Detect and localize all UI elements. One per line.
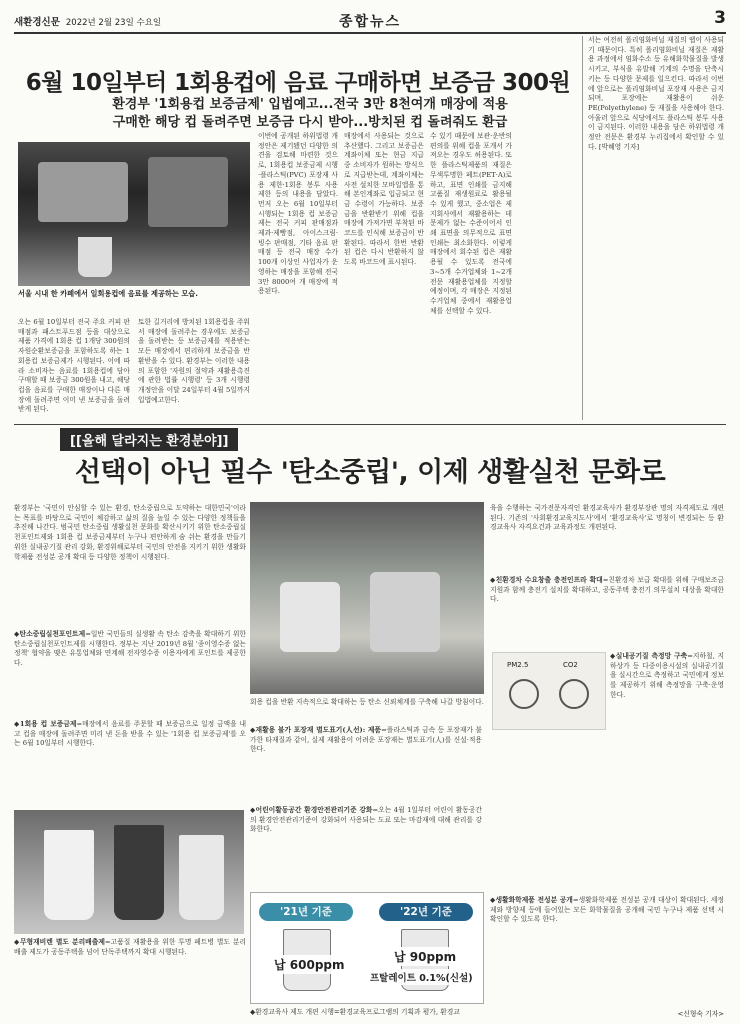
page-number: 3: [714, 8, 726, 28]
article2-right-intro: 육을 수행하는 국가전문자격인 환경교육사가 환경부장관 명의 자격제도로 개편된다. 기존의 '사회환경교육지도사'에서 '환경교육사'로 명칭이 변경되는 등 환경교육사 자격요건과 교육과정도 개편된다.: [490, 504, 724, 532]
article2-mid-section-1: ◆재활용 불가 포장재 별도표기(人선): 제품=플라스틱과 금속 등 포장재가 불가한 타재질과 같이, 실제 재활용이 어려운 포장재는 별도표기(人)를 신설·적용한다.: [250, 726, 482, 754]
article1-subhead: 환경부 '1회용컵 보증금제' 입법예고...전국 3만 8천여개 매장에 적용 구매한 해당 컵 돌려주면 보증금 다시 받아...방치된 컵 돌려줘도 환급: [112, 97, 508, 130]
label-2021: '21년 기준: [259, 903, 353, 921]
article1-col3: 이번에 공개된 하위법령 개정안은 제기됐던 다양한 의견을 검토해 마련한 것으로, 1회용컵 보증금제 시행·플라스틱(PVC) 포장재 사용 제한·1회용 봉투 사용 제한 등의 내용을 담았다. 먼저 오는 6월 10일부터 시행되는 1회용 컵 보증금제는 전국 커피 판매점과 제과·제빵점, 아이스크림·빙수 판매점, 기타 음료 판매점 등 전국 매장 수가 100개 이상인 사업자가 운영하는 매장을 포함해 전국 3만 8000여 개 매장에 적용된다.: [258, 132, 338, 296]
article2-mid-section-2: ◆어린이활동공간 환경안전관리기준 강화=오는 4월 1일부터 어린이 활동공간의 환경안전관리기준이 강화되어 사용되는 도료 또는 마감재에 대해 관리를 강화한다.: [250, 806, 482, 834]
section-title: 종합뉴스: [338, 14, 402, 30]
article2-intro: 환경부는 '국민이 안심할 수 있는 환경, 탄소중립으로 도약하는 대한민국'이라는 목표를 바탕으로 국민이 체감하고 삶의 질을 높일 수 있는 다양한 정책들을 추진해 나간다. 범국민 탄소중립 생활실천 문화를 확산시키기 위한 탄소중립실천포인트제와 1회용 컵 보증금제부터 누구나 편안하게 숨 쉬는 환경을 만들기 위한 실내공기질 관리 강화, 환경위해로부터 국민의 안전을 지키기 위한 생활화학제품 전성분 공개 확대 등 다양한 정책이 시행된다.: [14, 504, 246, 561]
article2-right-section-3: ◆생활화학제품 전성분 공개=생활화학제품 전성분 공개 대상이 확대된다. 세정제와 방향제 등에 들어있는 모든 화학물질을 공개해 국민 누구나 제품 선택 시 확인할 수 있도록 한다.: [490, 896, 724, 924]
masthead: 새환경신문 2022년 2월 23일 수요일: [14, 17, 162, 28]
article2-photo: [250, 502, 484, 694]
article2-left-section-2: ◆1회용 컵 보증금제=매장에서 음료를 주문할 때 보증금으로 일정 금액을 내고 컵을 매장에 돌려주면 미리 낸 돈을 받을 수 있는 '1회용 컵 보증금제'를 오는 6월 10일부터 시행한다.: [14, 720, 246, 748]
article2-bottom-mid: ◆환경교육사 제도 개편 시행=환경교육프로그램의 기획과 평가, 환경교: [250, 1008, 460, 1016]
article2-right-section-2: ◆실내공기질 측정망 구축=지하철, 지하상가 등 다중이용시설의 실내공기질을 실시간으로 측정하고 국민에게 정보를 제공하기 위해 측정망을 구축·운영한다.: [610, 652, 724, 699]
lead-limit-infographic: [250, 892, 484, 1004]
article1-col5: 수 있기 때문에 보관·운반의 편의를 위해 컵을 포개서 가져오는 경우도 허용된다. 또한 플라스틱제품의 재질은 무색투명한 페트(PET·A)로 하고, 표면 인쇄를 금지해 고품질 재생원료로 활용될 수 있게 했고, 중소업은 제지회사에서 재활용하는 데 문제가 없는 수준이어서 인쇄 표면을 의무적으로 표면 인쇄는 최소화한다. 이렇게 매장에서 회수된 컵은 재활용될 수 있도록 전국에 3~5개 수거업체와 1~2개 전문 재활용업체를 지정할 예정이며, 각 매장은 지정된 수거업체 중에서 재활용업체를 선택할 수 있다.: [430, 132, 512, 315]
co2-label: CO2: [563, 661, 578, 669]
lead-2022-value: 납 90ppm: [391, 947, 459, 966]
cups-photo: [14, 810, 244, 934]
article1-side-column: 서는 여전히 폴리염화비닐 재질의 랩이 사용되기 때문이다. 특히 폴리염화비닐 재질은 재활용 과정에서 염화수소 등 유해화학물질을 발생시키고, 부식을 유발해 기계의 수명을 단축시키는 등 다양한 문제를 일으킨다. 따라서 이번에 앞으로는 폴리염화비닐 포장재 사용은 금지되며, 포장에는 재활용이 쉬운 PE(Polyethylene) 등 재질을 사용해야 한다. 아울러 앞으로 식당에서도 플라스틱 봉투 사용이 금지된다. 이러한 내용을 담은 하위법령 개정안 전문은 환경부 누리집에서 확인할 수 있다. [박혜영 기자]: [588, 36, 724, 151]
article2-photo-caption: 회용 컵을 반환 지속적으로 확대하는 등 탄소 신뢰체계를 구축해 나갈 방침이다.: [250, 698, 484, 706]
lead-2021-value: 납 600ppm: [271, 955, 348, 974]
article2-headline: 선택이 아닌 필수 '탄소중립', 이제 생활실천 문화로: [74, 457, 666, 488]
article2-kicker: [[올해 달라지는 환경분야]]: [60, 428, 238, 451]
column-divider: [582, 36, 583, 420]
air-quality-diagram: [492, 652, 606, 730]
phthalate-2022-value: 프탈레이트 0.1%(신설): [367, 969, 476, 985]
pm25-label: PM2.5: [507, 661, 529, 669]
article1-col4: 매장에서 사용되는 것으로 추산했다. 그리고 보증금은 계좌이체 또는 현금 지급 중 소비자가 원하는 방식으로 지급받는데, 계좌이체는 사전 설치한 모바일앱을 통해 본인계좌로 입금되고 현금 수령이 가능하다. 보증금을 반환받기 위해 컵을 매장에 가져가면 부착된 바코드를 인식해 보증금이 반환된다. 따라서 한번 반환된 컵은 다시 반환하지 않도록 바코드에 표시된다.: [344, 132, 424, 267]
section-divider: [14, 424, 726, 425]
article2-cups-text: ◆무형재비렌 별도 분리배출제=고품질 재활용을 위한 투명 페트병 별도 분리배출 제도가 공동주택을 넘어 단독주택까지 확대 시행된다.: [14, 938, 246, 956]
article2-right-section-1: ◆친환경차 수요창출 충전인프라 확대=친환경차 보급 확대를 위해 구매보조금 지원과 함께 충전기 설치를 확대하고, 공동주택 충전기 의무설치 대상을 확대한다.: [490, 576, 724, 604]
article1-photo: [18, 142, 250, 286]
page-header: [14, 8, 726, 34]
article2-left-section-1: ◆탄소중립실천포인트제=일반 국민들의 실생활 속 탄소 감축을 확대하기 위한 탄소중립실천포인트제를 시행한다. 정부는 지난 2019년 8월 '종이영수증 없는 정책' 협약을 맺은 유통업체와 연계해 전자영수증 이용자에게 포인트를 제공한다.: [14, 630, 246, 668]
label-2022: '22년 기준: [379, 903, 473, 921]
article1-photo-caption: 서울 시내 한 카페에서 일회용컵에 음료를 제공하는 모습.: [18, 289, 198, 298]
article1-col2: 토한 길거리에 방치된 1회용컵을 주워서 매장에 돌려주는 경우에도 보증금을 돌려받는 등 보증금제를 적용받는 모든 매장에서 편리하게 보증금을 반환받을 수 있다. 환경부는 이러한 내용의 포함한 '자원의 절약과 재활용촉진에 관한 법률 시행령' 등 3개 시행령 개정안을 이달 24일부터 4월 5일까지 입법예고한다.: [138, 318, 250, 404]
article1-col1: 오는 6월 10일부터 전국 주요 커피 판매점과 패스트푸드점 등을 대상으로 제품 가격에 1회용 컵 1개당 300원의 자원순환보증금을 포함하도록 하는 1회용컵 보증금제가 시행된다. 이에 따라 소비자는 음료를 1회용컵에 담아 구매할 때 보증금 300원을 내고, 해당 컵을 음료를 구매한 매장이나 다른 매장에 돌려주면 이미 낸 보증금을 돌려받게 된다.: [18, 318, 130, 414]
article2-byline: <신형숙 기자>: [677, 1010, 724, 1018]
article1-headline: 6월 10일부터 1회용컵에 음료 구매하면 보증금 300원: [25, 70, 571, 96]
